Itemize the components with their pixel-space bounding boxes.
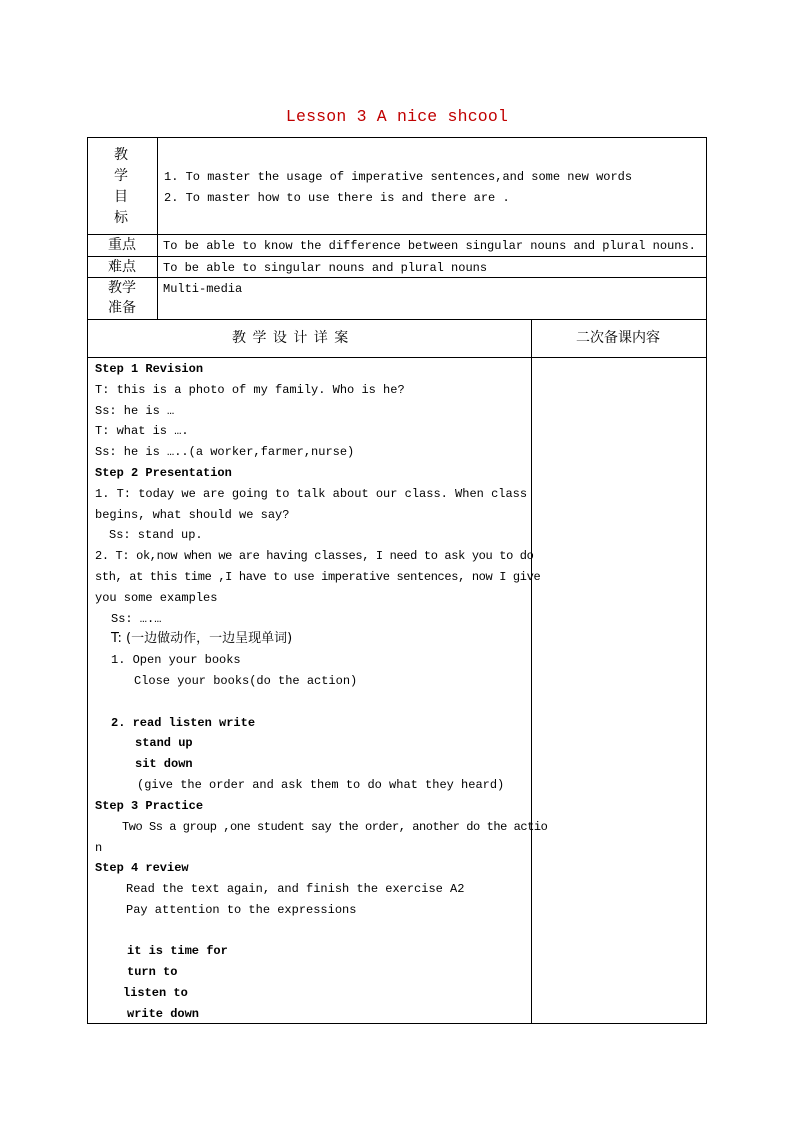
content-line: you some examples [95, 591, 218, 605]
content-line: 1. T: today we are going to talk about our class. When class [95, 487, 528, 501]
content-line: Ss: ….… [111, 612, 162, 626]
label-column-divider [157, 137, 158, 320]
preparation-label: 准备 [108, 300, 136, 316]
content-line: sth, at this time ,I have to use imperative sentences, now I give [95, 570, 541, 584]
step-heading: Step 4 review [95, 861, 189, 875]
page-title: Lesson 3 A nice shcool [285, 107, 509, 126]
content-line: T: this is a photo of my family. Who is he? [95, 383, 405, 397]
content-line: 2. T: ok,now when we are having classes, I need to ask you to do [95, 549, 534, 563]
table-border-bottom [87, 1023, 707, 1024]
content-line: Ss: he is …..(a worker,farmer,nurse) [95, 445, 355, 459]
content-line: Read the text again, and finish the exercise A2 [126, 882, 465, 896]
content-line: 2. read listen write [111, 716, 256, 730]
content-line: sit down [135, 757, 193, 771]
preparation-label: 教学 [108, 280, 136, 296]
table-border-top [87, 137, 707, 138]
difficult-point-label: 难点 [108, 259, 136, 275]
goal-item: 1. To master the usage of imperative sentences,and some new words [164, 170, 633, 184]
row-divider [87, 234, 707, 235]
side-column-divider [531, 319, 532, 1024]
step-heading: Step 3 Practice [95, 799, 204, 813]
preparation-text: Multi-media [163, 282, 243, 296]
step-heading: Step 2 Presentation [95, 466, 232, 480]
key-point-label: 重点 [108, 237, 136, 253]
key-point-text: To be able to know the difference between singular nouns and plural nouns. [163, 239, 696, 253]
row-divider [87, 357, 707, 358]
content-line: write down [127, 1007, 200, 1021]
goal-item: 2. To master how to use there is and there are . [164, 191, 510, 205]
content-line: T: what is …. [95, 424, 189, 438]
table-border-left [87, 137, 88, 1024]
side-header: 二次备课内容 [576, 330, 660, 346]
content-line: Ss: he is … [95, 404, 175, 418]
goals-label: 教 [114, 147, 128, 163]
goals-label: 学 [114, 168, 128, 184]
content-line: Two Ss a group ,one student say the order, another do the actio [122, 820, 548, 834]
content-line: (give the order and ask them to do what they heard) [137, 778, 505, 792]
design-header: 教 学 设 计 详 案 [232, 330, 350, 346]
content-line: Ss: stand up. [109, 528, 203, 542]
content-line: turn to [127, 965, 178, 979]
content-line: listen to [123, 986, 188, 1000]
difficult-point-text: To be able to singular nouns and plural nouns [163, 261, 488, 275]
step-heading: Step 1 Revision [95, 362, 204, 376]
table-border-right [706, 137, 707, 1024]
goals-label: 目 [114, 189, 128, 205]
content-line: stand up [135, 736, 193, 750]
content-line: n [95, 841, 103, 855]
content-line: T: (一边做动作，一边呈现单词) [111, 631, 293, 646]
content-line: 1. Open your books [111, 653, 241, 667]
content-line: Close your books(do the action) [134, 674, 358, 688]
goals-label: 标 [114, 210, 128, 226]
row-divider [87, 256, 707, 257]
content-line: begins, what should we say? [95, 508, 290, 522]
content-line: it is time for [127, 944, 228, 958]
content-line: Pay attention to the expressions [126, 903, 357, 917]
row-divider [87, 277, 707, 278]
row-divider [87, 319, 707, 320]
